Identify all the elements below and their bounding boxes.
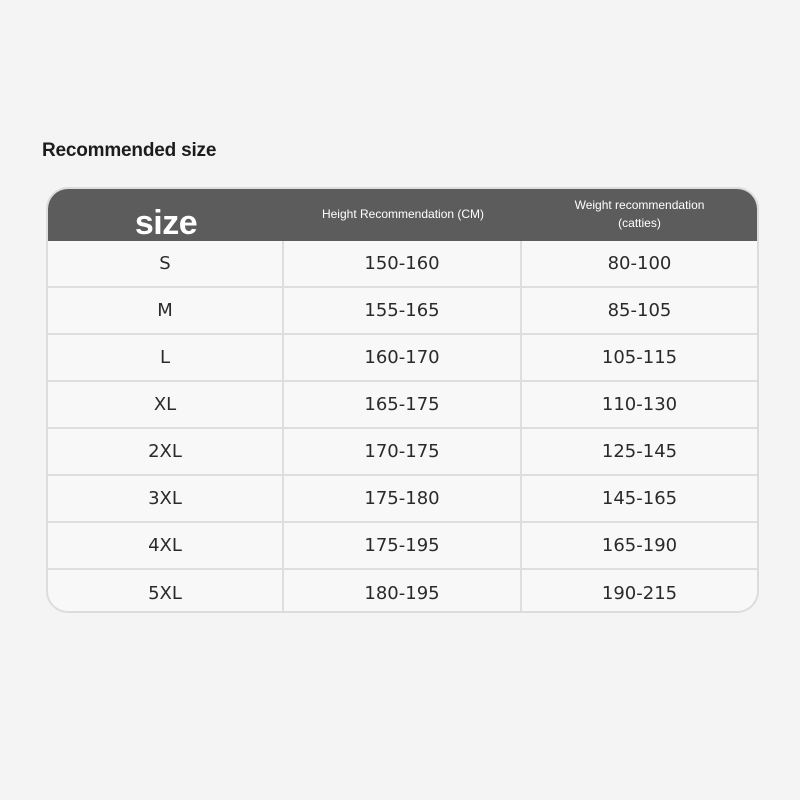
size-cell: M (48, 288, 284, 333)
table-row (48, 288, 757, 335)
header-height: Height Recommendation (CM) (321, 207, 485, 221)
height-cell: 165-175 (284, 382, 522, 427)
size-cell: XL (48, 382, 284, 427)
table-row (48, 429, 757, 476)
size-cell: 4XL (48, 523, 284, 568)
size-cell: L (48, 335, 284, 380)
table-row (48, 335, 757, 382)
weight-cell: 85-105 (522, 288, 757, 333)
table-row (48, 570, 757, 613)
height-cell: 180-195 (284, 570, 522, 613)
weight-cell: 80-100 (522, 241, 757, 286)
table-row (48, 241, 757, 288)
weight-cell: 110-130 (522, 382, 757, 427)
table-row (48, 382, 757, 429)
page-title: Recommended size (42, 140, 217, 161)
table-row (48, 476, 757, 523)
table-header (48, 189, 757, 241)
height-cell: 175-195 (284, 523, 522, 568)
header-weight-line1: Weight recommendation (574, 198, 705, 212)
table-body (48, 241, 757, 613)
header-size: size (134, 203, 198, 242)
weight-cell: 125-145 (522, 429, 757, 474)
weight-cell: 105-115 (522, 335, 757, 380)
size-cell: 2XL (48, 429, 284, 474)
weight-cell: 145-165 (522, 476, 757, 521)
size-cell: 5XL (48, 570, 284, 613)
height-cell: 155-165 (284, 288, 522, 333)
height-cell: 160-170 (284, 335, 522, 380)
height-cell: 175-180 (284, 476, 522, 521)
weight-cell: 190-215 (522, 570, 757, 613)
size-chart-table (46, 187, 759, 613)
header-weight-line2: (catties) (618, 216, 661, 230)
table-row (48, 523, 757, 570)
size-cell: 3XL (48, 476, 284, 521)
height-cell: 170-175 (284, 429, 522, 474)
weight-cell: 165-190 (522, 523, 757, 568)
size-cell: S (48, 241, 284, 286)
header-weight (522, 189, 757, 241)
height-cell: 150-160 (284, 241, 522, 286)
